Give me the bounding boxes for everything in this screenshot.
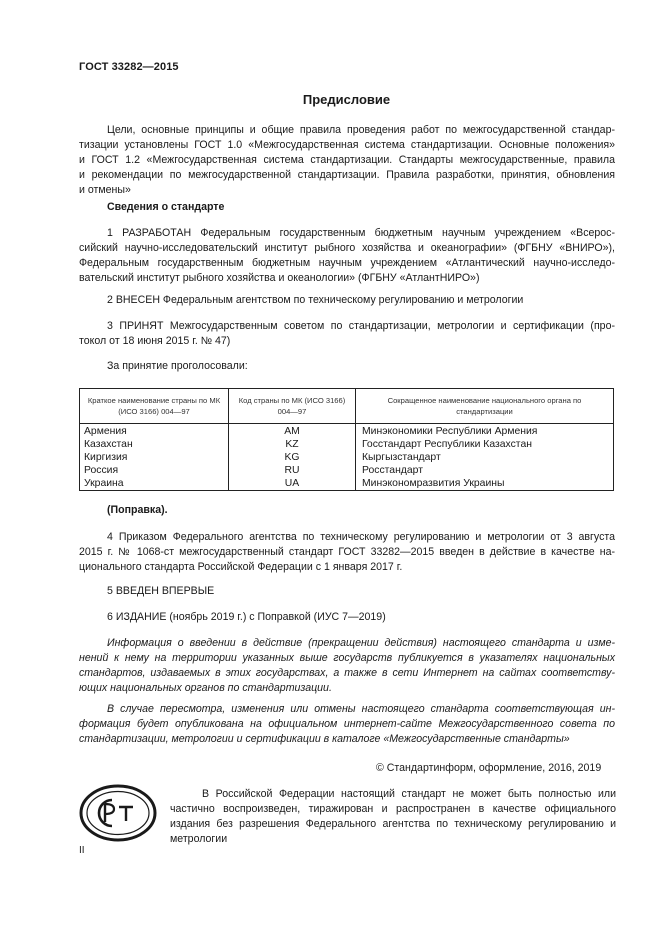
text-line: вательский институт рыбного хозяйства и океанологии» (ФГБНУ «АтлантНИРО») xyxy=(79,272,480,284)
text-line: ющих национальных органов по стандартизации. xyxy=(79,682,332,694)
authority-cell: Минэкономразвития Украины xyxy=(356,477,614,491)
country-cell: Россия xyxy=(80,464,229,477)
country-cell: Армения xyxy=(80,424,229,439)
title-text: Предисловие xyxy=(302,92,391,107)
text-line: 5 ВВЕДЕН ВПЕРВЫЕ xyxy=(107,585,215,597)
authority-cell: Росстандарт xyxy=(356,464,614,477)
text-line: и ГОСТ 1.2 «Межгосударственная система стандартизации. Стандарты межгосударственные, правила xyxy=(79,154,615,166)
text-line: нений к нему на территории указанных выше государств публикуется в указателях национальных xyxy=(79,652,615,664)
country-cell: Украина xyxy=(80,477,229,491)
code-cell: KZ xyxy=(229,438,356,451)
text-line: частично воспроизведен, тиражирован и распространен в качестве официального xyxy=(170,803,616,815)
text-line: 6 ИЗДАНИЕ (ноябрь 2019 г.) с Поправкой (ИУС 7—2019) xyxy=(107,611,386,623)
copyright-line: © Стандартинформ, оформление, 2016, 2019 xyxy=(376,762,602,774)
code-cell: KG xyxy=(229,451,356,464)
column-header-country: Краткое наименование страны по МК (ИСО 3166) 004—97 xyxy=(80,389,229,424)
item-developed xyxy=(79,226,615,286)
item-enacted xyxy=(79,530,615,575)
text-line: и отмены» xyxy=(79,184,131,196)
column-header-authority: Сокращенное наименование национального органа по стандартизации xyxy=(356,389,614,424)
table-row xyxy=(80,424,614,439)
text-line: (Поправка). xyxy=(107,504,168,516)
text-line: стандартизации, метрологии и сертификации в каталоге «Межгосударственные стандарты» xyxy=(79,733,570,745)
item-submitted xyxy=(79,293,615,308)
country-cell: Казахстан xyxy=(80,438,229,451)
text-line: 1 РАЗРАБОТАН Федеральным государственным бюджетным научным учреждением «Всерос- xyxy=(107,227,615,239)
text-line: Федеральным государственным бюджетным научным учреждением «Атлантический научно-исследо- xyxy=(79,257,615,269)
info-revision-paragraph xyxy=(79,702,615,747)
amendment-note xyxy=(79,503,615,518)
authority-cell: Госстандарт Республики Казахстан xyxy=(356,438,614,451)
table-row xyxy=(80,438,614,451)
text-line: Цели, основные принципы и общие правила проведения работ по межгосударственной стандар- xyxy=(107,124,615,136)
text-line: В случае пересмотра, изменения или отмены настоящего стандарта соответствующая ин- xyxy=(107,703,615,715)
text-line: За принятие проголосовали: xyxy=(107,360,248,372)
country-cell: Киргизия xyxy=(80,451,229,464)
text-line: ционального стандарта Российской Федерации с 1 января 2017 г. xyxy=(79,561,403,573)
standard-code-header: ГОСТ 33282—2015 xyxy=(79,61,179,73)
gost-r-certification-mark-icon xyxy=(79,784,157,842)
page-number: II xyxy=(79,845,85,856)
text-line: издания без разрешения Федерального агентства по техническому регулированию и xyxy=(170,818,616,830)
info-heading xyxy=(79,200,615,215)
text-line: 3 ПРИНЯТ Межгосударственным советом по стандартизации, метрологии и сертификации (про- xyxy=(107,320,615,332)
voted-label xyxy=(79,359,615,374)
code-cell: RU xyxy=(229,464,356,477)
item-edition xyxy=(79,610,615,625)
info-publication-paragraph xyxy=(79,636,615,696)
text-line: и рекомендации по межгосударственной стандартизации. Правила разработки, принятия, обновления xyxy=(79,169,615,181)
code-cell: AM xyxy=(229,424,356,439)
page-title xyxy=(0,92,661,107)
text-line: формация будет опубликована на официальном интернет-сайте Межгосударственного совета по xyxy=(79,718,615,730)
text-line: 4 Приказом Федерального агентства по техническому регулированию и метрологии от 3 августа xyxy=(107,531,615,543)
text-line: В Российской Федерации настоящий стандарт не может быть полностью или xyxy=(202,788,616,800)
text-line: метрологии xyxy=(170,833,228,845)
authority-cell: Кыргызстандарт xyxy=(356,451,614,464)
text-line: 2015 г. № 1068-ст межгосударственный стандарт ГОСТ 33282—2015 введен в действие в качестве на- xyxy=(79,546,615,558)
text-line: сийский научно-исследовательский институт рыбного хозяйства и океанографии» (ФГБНУ «ВНИРО»), xyxy=(79,242,615,254)
authority-cell: Минэкономики Республики Армения xyxy=(356,424,614,439)
intro-paragraph xyxy=(79,123,615,198)
text-line: 2 ВНЕСЕН Федеральным агентством по техническому регулированию и метрологии xyxy=(107,294,524,306)
table-header-row xyxy=(80,389,614,424)
heading-text: Сведения о стандарте xyxy=(107,201,225,213)
table-row xyxy=(80,477,614,491)
item-first-introduced xyxy=(79,584,615,599)
text-line: Информация о введении в действие (прекращении действия) настоящего стандарта и изме- xyxy=(107,637,615,649)
text-line: токол от 18 июня 2015 г. № 47) xyxy=(79,335,231,347)
table-row xyxy=(80,464,614,477)
item-adopted xyxy=(79,319,615,349)
reproduction-notice xyxy=(170,787,616,847)
gost-logo-svg xyxy=(79,784,157,842)
text-line: стандартов, издаваемых в этих государствах, а также в сети Интернет на сайтах соответству- xyxy=(79,667,615,679)
column-header-code: Код страны по МК (ИСО 3166) 004—97 xyxy=(229,389,356,424)
code-cell: UA xyxy=(229,477,356,491)
text-line: тизации установлены ГОСТ 1.0 «Межгосударственная система стандартизации. Основные положения» xyxy=(79,139,615,151)
table-row xyxy=(80,451,614,464)
voting-table xyxy=(79,388,614,491)
